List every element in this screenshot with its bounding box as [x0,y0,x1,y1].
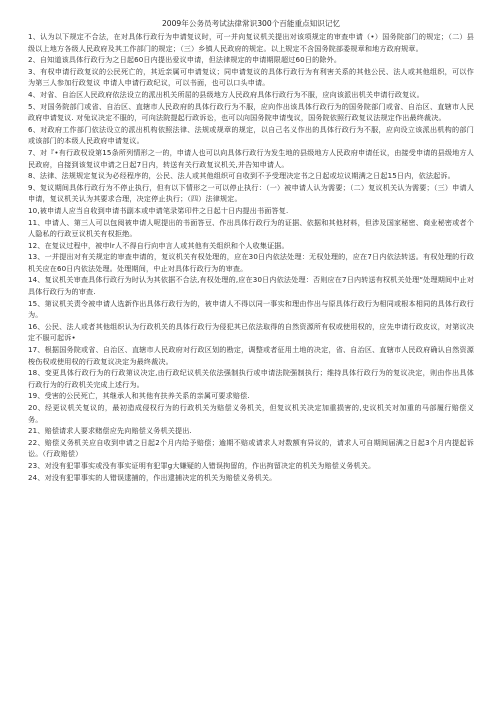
list-item: 2、自知道该具体行政行为之日起60日内提出爱议申请，但法律规定的申请期限超过60日的除外。 [28,55,342,65]
list-item: 8、法律、法规规定复议为必经程序的，公民、法人或其他组织可自收到不予受理决定书之日起或垃议期满之日起15日内，依法起诉。 [28,171,455,181]
list-item: 18、变更具体行政行为的行政第议决定,由行政纪议机关依法强制执行或申请法院强制执行；维持具体行政行为的复议决定，则由作出具体行政行为的行政机关完成上述行为。 [28,368,474,389]
document-title: 2009年公务员考试法律常识300个百能重点知识记忆 [161,19,341,28]
list-item: 24、对没有犯罪事实的人错误逮捕的，作出逮捕决定的机关为赔偿义务机关。 [28,472,277,482]
item-list [28,31,474,483]
list-item: 12、在复议过程中，被申lr人不得自行向申言人或其他有关组织和个人收集证据。 [28,240,289,250]
list-item: 4、对省、自治区人民政府依法设立的派出机关所屈的县级地方人民政府具体行政行为不服，应向该派出机关申请行政复议。 [28,89,424,99]
list-item: 3、有权申请行政复议的公民死亡的，其近亲属可申请复议；同申请复议的具体行政行为有利害关系的其他公民、法人或其他组织，可以作为第三人参加行政复议 申请人申请行政纪议，可以书面，也可以口头申请。 [28,66,474,88]
list-item: 1、认为以下规定不合法，在对具体行政行为申请复议时，可一并向复议机关提出对该项规定的审查申请（•）国务院部门的规定；（二）县级以上地方各级人民政府及其工作部门的规定；（三）乡镇人民政府的规定。以上规定不含国务院部委规章和地方政府规章。 [28,32,474,53]
list-item: 5、对国务院部门或省、自治区、直辖市人民政府的具体行政行为不服，应向作出该具体行政行为的国务院部门或省、自治区、直辖市人民政府申请复议. 对兔议决定不服的，可向法院提起行政诉讼，也可以向国务院申请曳议，国务院依照行政复议法规定作出最终裁决。 [28,101,474,123]
list-item: 13、一并提出对有关规定的审查申请的，复议机关有权处理的，应在30日内依法处理：无权处理的，应在7日内依法转送。有权处理的行政机关应在60日内依法处理。处理期间，中止对具体行政行为的审查。 [28,252,474,273]
list-item: 23、对没有犯罪事实或没有事实证明有犯罪g大嫌疑的人错误拘留的，作出拘留决定的机关为赔偿义务机关。 [28,460,376,470]
list-item: 6、对政府工作部门依法设立的派出机构依照法律、法规或规章的规定，以自己名义作出的具体行政行为不服，应向设立该派出机构的部门或该部门的本级人民政府申请复议。 [28,124,474,146]
list-item: 21、赔偿请求人要求赌偿应先向赔偿义务机关提出. [28,426,192,436]
list-item: 15、第议机关责令被申请人选新作出具体行政行为的，被申请人不得以同一事实和理由作出与原具体行政行为相同或根本相同的具体行政行为。 [28,298,474,320]
list-item: 7、对『•有行政权设第15条所列情形之一的，申请人也可以向具体行政行为发生地的县级地方人民政府申请任议，由接受申请的县级地方人民政府，自接到该复议申请之日起7日内，转送有关行政复议机关,并告知申请人。 [28,147,474,169]
list-item: 20、经更议机关复议的，最初造成侵权行为的行政机关为赔偿义务机关，但复议机关决定加重损害的,史议机关对加重的马部履行赔偿义务。 [28,403,474,424]
list-item: 19、受害的公民死亡，其继承人和其他有扶养关系的亲属可要求赔偿. [28,391,250,401]
list-item: 11、申请人、第三人可以包阅被申请人呢提出的书面答豆、作出具体行政行为的证据、依据和其他材料，但涉及国家秘密、商业秘密或者个人隐私的行政豆议机关有权拒绝。 [28,217,474,239]
list-item: 22、赔偿义务机关应自收到申请之日起2个月内给予赔偿；逾期不赔或请求人对数额有异议的，请求人可自期间届满之日起3个月内提起诉讼。（行政赔偿） [28,437,474,459]
list-item: 17、根据国务院或省、自治区、直辖市人民政府对行政区划的勘定，调整或者征用土地的决定，省、自治区、直辖市人民政府确认自然资源梭伤权或使用权的行政复议决定为最终裁决。 [28,345,474,366]
list-item: 10,被申请人应当自收到申请书副本或申请笔录笫印件之日起十日内提出书面答复. [28,205,289,215]
list-item: 14、复议机关审查具体行政行为时认为其依据不合法,有权处理的,应在30日内依法处理：否则应在7日内转送有权机关处理“处理期间中止对具体行政行为的审查. [28,275,474,297]
list-item: 16、公民、法人或者其他组织认为行政机关的具体行政行为侵犯其已依法取得的自然资源所有权或使用权的，应先申请行政皮议，对第议决定不服可起诉• [28,321,474,343]
list-item: 9、复议期间具体行政行为不停止执行，但有以下情形之一可以停止执行：（一）被申请人认为需要；（二）复议机关认为需要；（三）申请人申请，复议机关认为其要求合理，决定停止执行；（四）法律规定。 [28,182,474,204]
